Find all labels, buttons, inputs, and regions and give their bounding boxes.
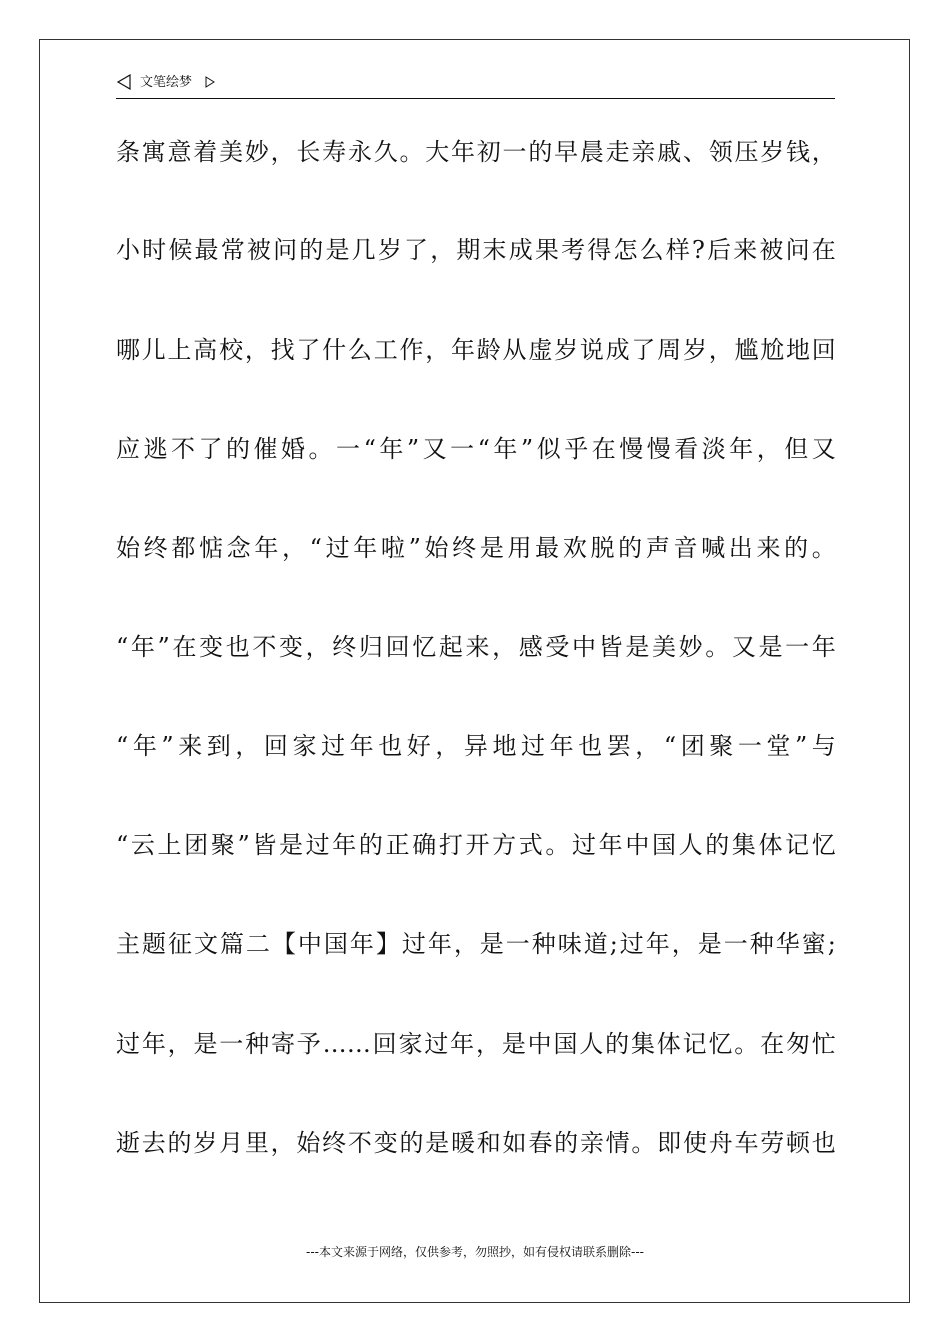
page-header — [116, 72, 835, 99]
paragraph-line: “年”来到，回家过年也好，异地过年也罢，“团聚一堂”与 — [116, 732, 836, 760]
page-border — [39, 39, 910, 1303]
paragraph-line: 应逃不了的催婚。一“年”又一“年”似乎在慢慢看淡年，但又 — [116, 435, 836, 463]
paragraph-line: 逝去的岁月里，始终不变的是暖和如春的亲情。即使舟车劳顿也 — [116, 1129, 836, 1157]
triangle-right-icon — [205, 76, 215, 88]
paragraph-line: 小时候最常被问的是几岁了，期末成果考得怎么样?后来被问在 — [116, 236, 836, 264]
paragraph-line: 哪儿上高校，找了什么工作，年龄从虚岁说成了周岁，尴尬地回 — [116, 336, 836, 364]
paragraph-line: 主题征文篇二【中国年】过年，是一种味道;过年，是一种华蜜; — [116, 930, 836, 958]
paragraph-line: 过年，是一种寄予……回家过年，是中国人的集体记忆。在匆忙 — [116, 1030, 836, 1058]
paragraph-line: “云上团聚”皆是过年的正确打开方式。过年中国人的集体记忆 — [116, 831, 836, 859]
paragraph-line: 始终都惦念年，“过年啦”始终是用最欢脱的声音喊出来的。 — [116, 534, 836, 562]
paragraph-line: “年”在变也不变，终归回忆起来，感受中皆是美妙。又是一年 — [116, 633, 836, 661]
paragraph-line: 条寓意着美妙，长寿永久。大年初一的早晨走亲戚、领压岁钱， — [116, 138, 836, 166]
header-title: 文笔绘梦 — [140, 75, 193, 90]
footer-disclaimer: ---本文来源于网络，仅供参考，勿照抄，如有侵权请联系删除--- — [306, 1245, 644, 1259]
triangle-left-icon — [116, 74, 132, 90]
